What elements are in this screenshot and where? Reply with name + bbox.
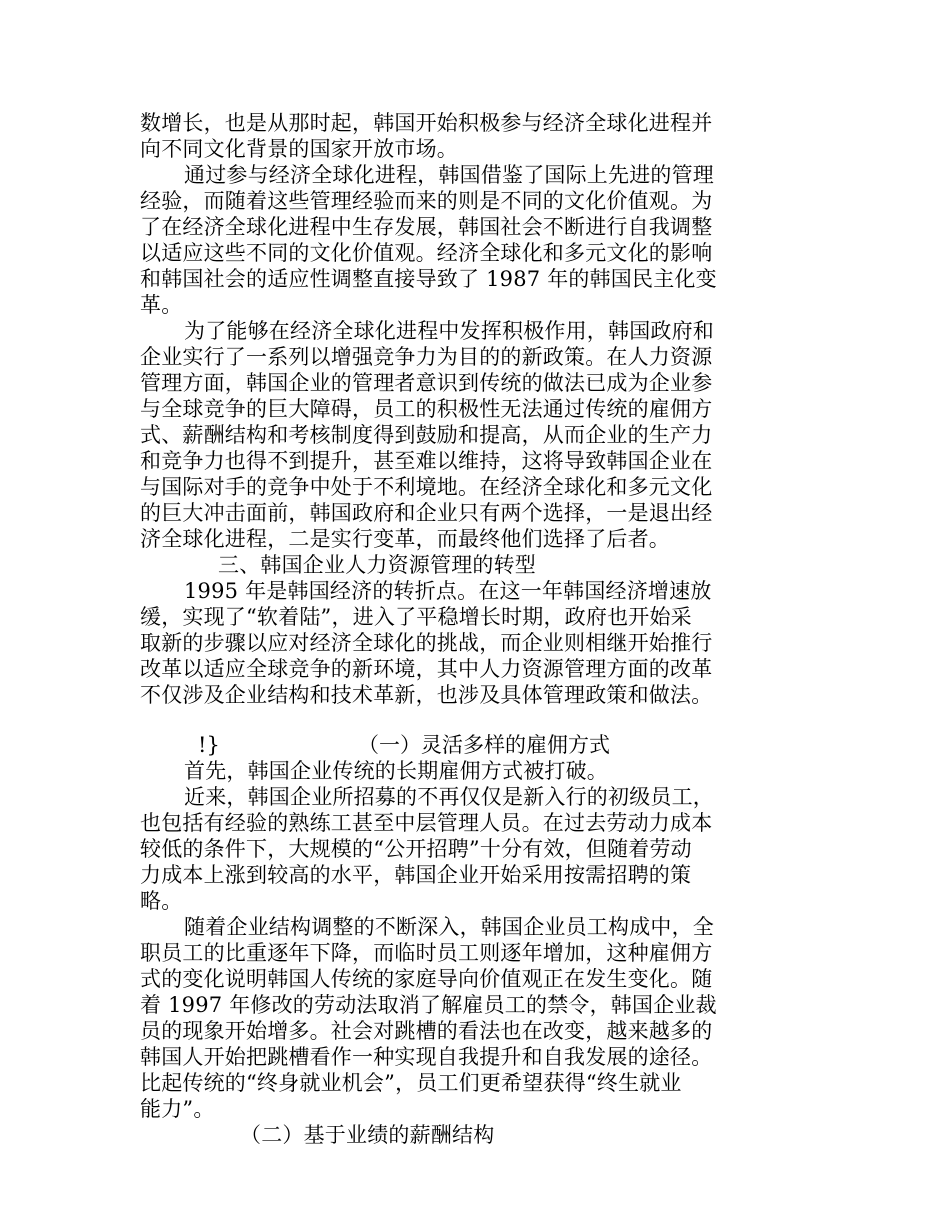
text-line: 数增长，也是从那时起，韩国开始积极参与经济全球化进程并 bbox=[140, 111, 713, 135]
text-line: 式的变化说明韩国人传统的家庭导向价值观正在发生变化。随 bbox=[140, 967, 713, 991]
text-line: 企业实行了一系列以增强竞争力为目的的新政策。在人力资源 bbox=[140, 345, 713, 369]
text-line: 革。 bbox=[140, 293, 183, 317]
text-line: 济全球化进程，二是实行变革，而最终他们选择了后者。 bbox=[140, 527, 670, 551]
text-line: 以适应这些不同的文化价值观。经济全球化和多元文化的影响 bbox=[140, 241, 713, 265]
text-line: 改革以适应全球竞争的新环境，其中人力资源管理方面的改革 bbox=[140, 657, 713, 681]
text-line: 和韩国社会的适应性调整直接导致了 1987 年的韩国民主化变 bbox=[140, 267, 717, 291]
text-line: 取新的步骤以应对经济全球化的挑战，而企业则相继开始推行 bbox=[140, 631, 713, 655]
text-line: 也包括有经验的熟练工甚至中层管理人员。在过去劳动力成本 bbox=[140, 811, 713, 835]
text-line: 员的现象开始增多。社会对跳槽的看法也在改变，越来越多的 bbox=[140, 1019, 713, 1043]
text-line: 式、薪酬结构和考核制度得到鼓励和提高，从而企业的生产力 bbox=[140, 423, 713, 447]
document-page bbox=[140, 110, 740, 1148]
paragraph-start: 为了能够在经济全球化进程中发挥积极作用，韩国政府和 bbox=[184, 319, 714, 343]
subsection-heading-row bbox=[140, 732, 740, 758]
subsection-heading: （一）灵活多样的雇佣方式 bbox=[358, 733, 610, 757]
paragraph-start: 随着企业结构调整的不断深入，韩国企业员工构成中，全 bbox=[184, 915, 714, 939]
text-line: 向不同文化背景的国家开放市场。 bbox=[140, 137, 458, 161]
paragraph-start: 首先，韩国企业传统的长期雇佣方式被打破。 bbox=[184, 759, 608, 783]
text-line: 能力”。 bbox=[140, 1097, 215, 1121]
text-line: 了在经济全球化进程中生存发展，韩国社会不断进行自我调整 bbox=[140, 215, 713, 239]
text-line: 略。 bbox=[140, 889, 183, 913]
paragraph-start: 近来，韩国企业所招募的不再仅仅是新入行的初级员工， bbox=[184, 785, 714, 809]
text-line: 与全球竞争的巨大障碍，员工的积极性无法通过传统的雇佣方 bbox=[140, 397, 713, 421]
subsection-heading: （二）基于业绩的薪酬结构 bbox=[240, 1123, 495, 1147]
paragraph-gap bbox=[140, 708, 740, 732]
text-line: 经验，而随着这些管理经验而来的则是不同的文化价值观。为 bbox=[140, 189, 713, 213]
text-line: 不仅涉及企业结构和技术革新，也涉及具体管理政策和做法。 bbox=[140, 683, 713, 707]
text-line: 着 1997 年修改的劳动法取消了解雇员工的禁令，韩国企业裁 bbox=[140, 993, 717, 1017]
text-line: 和竞争力也得不到提升，甚至难以维持，这将导致韩国企业在 bbox=[140, 449, 713, 473]
paragraph-start: 1995 年是韩国经济的转折点。在这一年韩国经济增速放 bbox=[184, 579, 712, 603]
text-line: 较低的条件下，大规模的“公开招聘”十分有效，但随着劳动 bbox=[140, 837, 692, 861]
text-line: 与国际对手的竞争中处于不利境地。在经济全球化和多元文化 bbox=[140, 475, 713, 499]
text-line: 韩国人开始把跳槽看作一种实现自我提升和自我发展的途径。 bbox=[140, 1045, 713, 1069]
text-line: 比起传统的“终身就业机会”，员工们更希望获得“终生就业 bbox=[140, 1071, 682, 1095]
text-line: 的巨大冲击面前，韩国政府和企业只有两个选择，一是退出经 bbox=[140, 501, 713, 525]
section-heading: 三、韩国企业人力资源管理的转型 bbox=[218, 553, 536, 577]
paragraph-start: 通过参与经济全球化进程，韩国借鉴了国际上先进的管理 bbox=[184, 163, 714, 187]
text-line: 管理方面，韩国企业的管理者意识到传统的做法已成为企业参 bbox=[140, 371, 713, 395]
stray-mark: !} bbox=[198, 733, 220, 757]
text-line: 力成本上涨到较高的水平，韩国企业开始采用按需招聘的策 bbox=[140, 863, 692, 887]
text-line: 缓，实现了“软着陆”，进入了平稳增长时期，政府也开始采 bbox=[140, 605, 692, 629]
text-line: 职员工的比重逐年下降，而临时员工则逐年增加，这种雇佣方 bbox=[140, 941, 713, 965]
